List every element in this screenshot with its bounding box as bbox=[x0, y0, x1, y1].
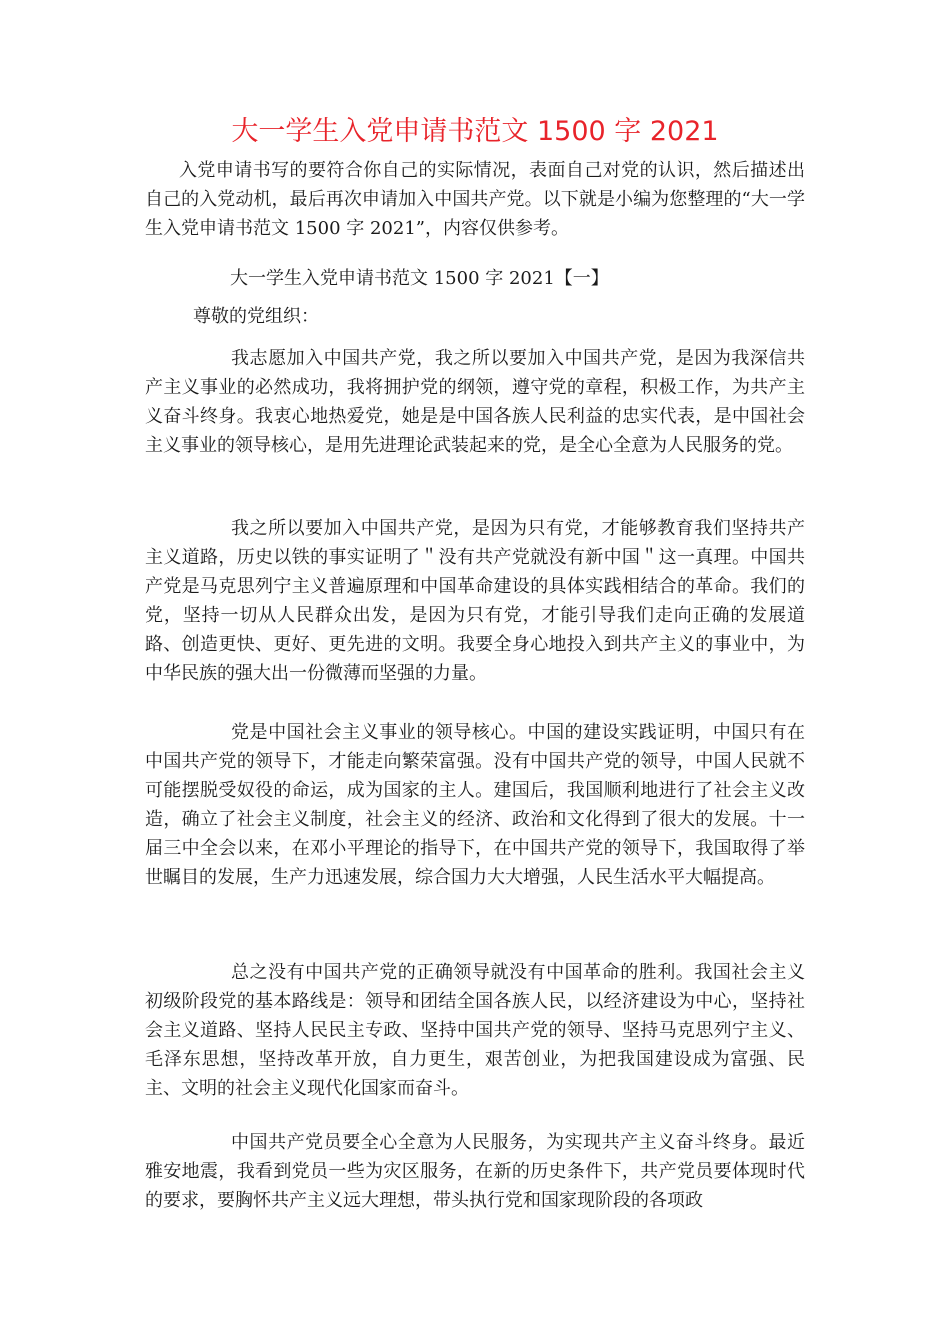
body-paragraph-5: 中国共产党员要全心全意为人民服务，为实现共产主义奋斗终身。最近雅安地震，我看到党员一些为灾区服务，在新的历史条件下，共产党员要体现时代的要求，要胸怀共产主义远大理想，带头执行党和国家现阶段的各项政 bbox=[145, 1132, 805, 1211]
document-title: 大一学生入党申请书范文 1500 字 2021 bbox=[231, 116, 719, 147]
body-paragraph-3: 党是中国社会主义事业的领导核心。中国的建设实践证明，中国只有在中国共产党的领导下，才能走向繁荣富强。没有中国共产党的领导，中国人民就不可能摆脱受奴役的命运，成为国家的主人。建国后，我国顺利地进行了社会主义改造，确立了社会主义制度，社会主义的经济、政治和文化得到了很大的发展。十一届三中全会以来，在邓小平理论的指导下，在中国共产党的领导下，我国取得了举世瞩目的发展，生产力迅速发展，综合国力大大增强，人民生活水平大幅提高。 bbox=[145, 722, 805, 888]
section-heading: 大一学生入党申请书范文 1500 字 2021【一】 bbox=[230, 268, 609, 289]
body-paragraph-2: 我之所以要加入中国共产党，是因为只有党，才能够教育我们坚持共产主义道路，历史以铁的事实证明了＂没有共产党就没有新中国＂这一真理。中国共产党是马克思列宁主义普遍原理和中国革命建设的具体实践相结合的革命。我们的党，坚持一切从人民群众出发，是因为只有党，才能引导我们走向正确的发展道路、创造更快、更好、更先进的文明。我要全身心地投入到共产主义的事业中，为中华民族的强大出一份微薄而坚强的力量。 bbox=[145, 518, 805, 684]
body-paragraph-1: 我志愿加入中国共产党，我之所以要加入中国共产党，是因为我深信共产主义事业的必然成功，我将拥护党的纲领，遵守党的章程，积极工作，为共产主义奋斗终身。我衷心地热爱党，她是是中国各族人民利益的忠实代表，是中国社会主义事业的领导核心，是用先进理论武装起来的党，是全心全意为人民服务的党。 bbox=[145, 348, 805, 456]
body-paragraph-4: 总之没有中国共产党的正确领导就没有中国革命的胜利。我国社会主义初级阶段党的基本路线是：领导和团结全国各族人民，以经济建设为中心，坚持社会主义道路、坚持人民民主专政、坚持中国共产党的领导、坚持马克思列宁主义、毛泽东思想，坚持改革开放，自力更生，艰苦创业，为把我国建设成为富强、民主、文明的社会主义现代化国家而奋斗。 bbox=[145, 962, 805, 1099]
intro-paragraph: 入党申请书写的要符合你自己的实际情况，表面自己对党的认识，然后描述出自己的入党动机，最后再次申请加入中国共产党。以下就是小编为您整理的“大一学生入党申请书范文 1500 字 2021”，内容仅供参考。 bbox=[145, 160, 805, 239]
salutation: 尊敬的党组织： bbox=[193, 306, 319, 327]
